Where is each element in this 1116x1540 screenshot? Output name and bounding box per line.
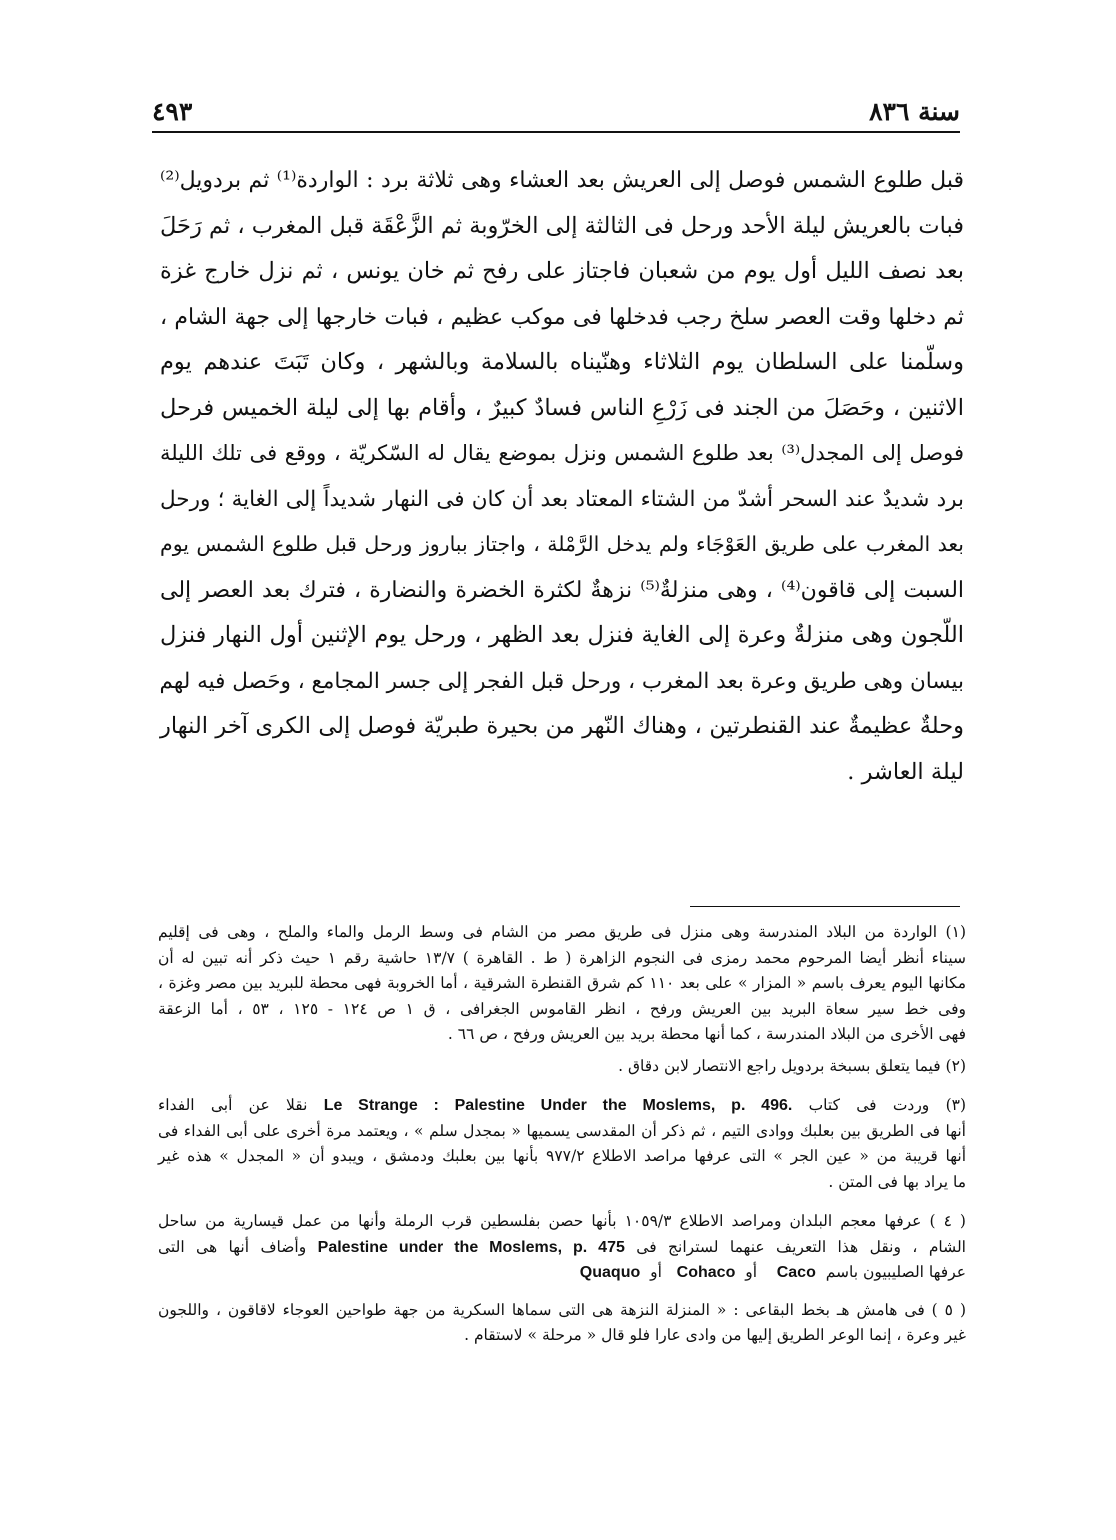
footnote-5 bbox=[158, 1298, 966, 1349]
text-line: برد شديدٌ عند السحر أشدّ من الشتاء المعتاد بعد أن كان فى النهار شديداً إلى الغاية ؛ ورحل bbox=[160, 486, 964, 512]
footnote-line: أنها فى الطريق بين بعلبك ووادى التيم ، ثم ذكر أن المقدسى يسميها « بمجدل سلم » ، ويعتمد مرة أخرى على أبى الفداء فى bbox=[158, 1121, 966, 1140]
text-line: ثم دخلها وقت العصر سلخ رجب فدخلها فى موكب عظيم ، فبات خارجها إلى جهة الشام ، bbox=[160, 304, 964, 330]
footnote-line bbox=[158, 1235, 966, 1261]
footnote-4 bbox=[158, 1209, 966, 1286]
text-line: فوصل إلى المجدل⁽³⁾ بعد طلوع الشمس ونزل بموضع يقال له السّكريّة ، ووقع فى تلك الليلة bbox=[160, 441, 964, 465]
footnote-line: ( ٤ ) عرفها معجم البلدان ومراصد الاطلاع ١٠٥٩/٣ بأنها حصن بفلسطين قرب الرملة وأنها من عمل قيسارية من ساحل bbox=[158, 1212, 966, 1230]
latin-citation: Le Strange : Palestine Under the Moslems, p. 496. bbox=[323, 1097, 793, 1114]
footnote-line bbox=[158, 1260, 966, 1286]
footnotes bbox=[158, 920, 966, 1355]
text-line: قبل طلوع الشمس فوصل إلى العريش بعد العشاء وهى ثلاثة برد : الواردة⁽¹⁾ ثم بردويل⁽²⁾ bbox=[160, 168, 964, 193]
footnote-2 bbox=[158, 1054, 966, 1080]
conjunction: أو bbox=[650, 1263, 662, 1281]
footnote-line: ما يراد بها فى المتن . bbox=[828, 1172, 966, 1191]
page-header bbox=[152, 86, 960, 132]
page-number: ٤٩٣ bbox=[152, 97, 193, 126]
footnote-tail: نقلا عن أبى الفداء bbox=[158, 1096, 308, 1114]
footnote-tail: وأضاف أنها هى التى bbox=[158, 1237, 307, 1256]
latin-name: Cohaco bbox=[676, 1264, 736, 1281]
text-line: السبت إلى قاقون⁽⁴⁾ ، وهى منزلةٌ⁽⁵⁾ نزهةٌ لكثرة الخضرة والنضارة ، فترك بعد العصر إلى bbox=[160, 577, 965, 603]
footnote-line: (٢) فيما يتعلق بسبخة بردويل راجع الانتصار لابن دقاق . bbox=[618, 1056, 966, 1075]
footnote-line: فهى الأخرى من البلاد المندرسة ، كما أنها محطة بريد بين العريش ورفح ، ص ٦٦ . bbox=[447, 1025, 966, 1043]
main-text bbox=[160, 158, 964, 795]
text-line: اللّجون وهى منزلةٌ وعرة إلى الغاية فنزل بعد الظهر ، ورحل يوم الإثنين أول النهار فنزل bbox=[160, 622, 964, 648]
text-line: فبات بالعريش ليلة الأحد ورحل فى الثالثة إلى الخرّوبة ثم الزَّعْقَة قبل المغرب ، ثم رَحَلَ bbox=[160, 212, 964, 239]
footnote-rule bbox=[690, 906, 960, 907]
footnote-1 bbox=[158, 920, 966, 1048]
latin-citation: Palestine under the Moslems, p. 475 bbox=[317, 1238, 625, 1256]
text-line: بعد المغرب على طريق العَوْجَاء ولم يدخل الرَّمْلة ، واجتاز بباروز ورحل قبل طلوع الشمس يوم bbox=[160, 532, 964, 556]
text-line: ليلة العاشر . bbox=[847, 758, 964, 785]
text-line: بعد نصف الليل أول يوم من شعبان فاجتاز على رفح ثم خان يونس ، ثم نزل خارج غزة bbox=[160, 258, 964, 284]
footnote-line: وفى خط سير سعاة البريد بين العريش ورفح ، انظر القاموس الجغرافى ، ق ١ ص ١٢٤ - ١٢٥ ، ٥٣ ، أما الزعقة bbox=[158, 999, 966, 1018]
footnote-line bbox=[158, 1093, 966, 1119]
header-rule bbox=[152, 131, 960, 133]
latin-name: Quaquo bbox=[579, 1264, 641, 1281]
footnote-line: غير وعرة ، إنما الوعر الطريق إليها من وادى عارا فلو قال « مرحلة » لاستقام . bbox=[464, 1326, 966, 1344]
footnote-line: (١) الواردة من البلاد المندرسة وهى منزل فى طريق مصر من الشام فى وسط الرمل والماء والملح ، وهى فى إقليم bbox=[158, 923, 966, 941]
text-line: وحلةٌ عظيمةٌ عند القنطرتين ، وهناك النّهر من بحيرة طبريّة فوصل إلى الكرى آخر النهار bbox=[160, 713, 964, 739]
latin-name: Caco bbox=[776, 1264, 816, 1281]
text-line: الاثنين ، وحَصَلَ من الجند فى زَرْعِ الناس فسادٌ كبيرٌ ، وأقام بها إلى ليلة الخميس فرحل bbox=[160, 394, 964, 421]
text-line: بيسان وهى طريق وعرة بعد المغرب ، ورحل قبل الفجر إلى جسر المجامع ، وحَصل فيه لهم bbox=[159, 668, 964, 694]
footnote-3 bbox=[158, 1093, 966, 1195]
running-title: سنة ٨٣٦ bbox=[869, 97, 960, 126]
footnote-line: مكانها اليوم يعرف باسم « المزار » على بعد ١١٠ كم شرق القنطرة الشرقية ، أما الخروبة فهى محطة للبريد بين مصر وغزة ، bbox=[158, 974, 967, 992]
footnote-line: سيناء أنظر أيضا المرحوم محمد رمزى فى النجوم الزاهرة ( ط . القاهرة ) ١٣/٧ حاشية رقم ١ حيث ذكر أنه تبين له أن bbox=[158, 948, 966, 967]
conjunction: أو bbox=[745, 1263, 757, 1281]
footnote-line: أنها قريبة من « عين الجر » التى عرفها مراصد الاطلاع ٩٧٧/٢ بأنها بين بعلبك ودمشق ، ويبدو أن « المجدل » هذه غير bbox=[158, 1147, 967, 1165]
footnote-lead: (٣) وردت فى كتاب bbox=[808, 1096, 967, 1114]
footnote-line: ( ٥ ) فى هامش هـ بخط البقاعى : « المنزلة النزهة هى التى سماها السكرية من جهة طواحين العوجاء لاقاقون ، واللجون bbox=[158, 1300, 966, 1319]
text-line: وسلّمنا على السلطان يوم الثلاثاء وهنّيناه بالسلامة وبالشهر ، وكان تَبَتَ عندهم يوم bbox=[160, 349, 964, 375]
footnote-lead: الشام ، ونقل هذا التعريف عنهما لسترانج فى bbox=[636, 1237, 966, 1256]
footnote-lead: عرفها الصليبيون باسم bbox=[825, 1263, 966, 1281]
